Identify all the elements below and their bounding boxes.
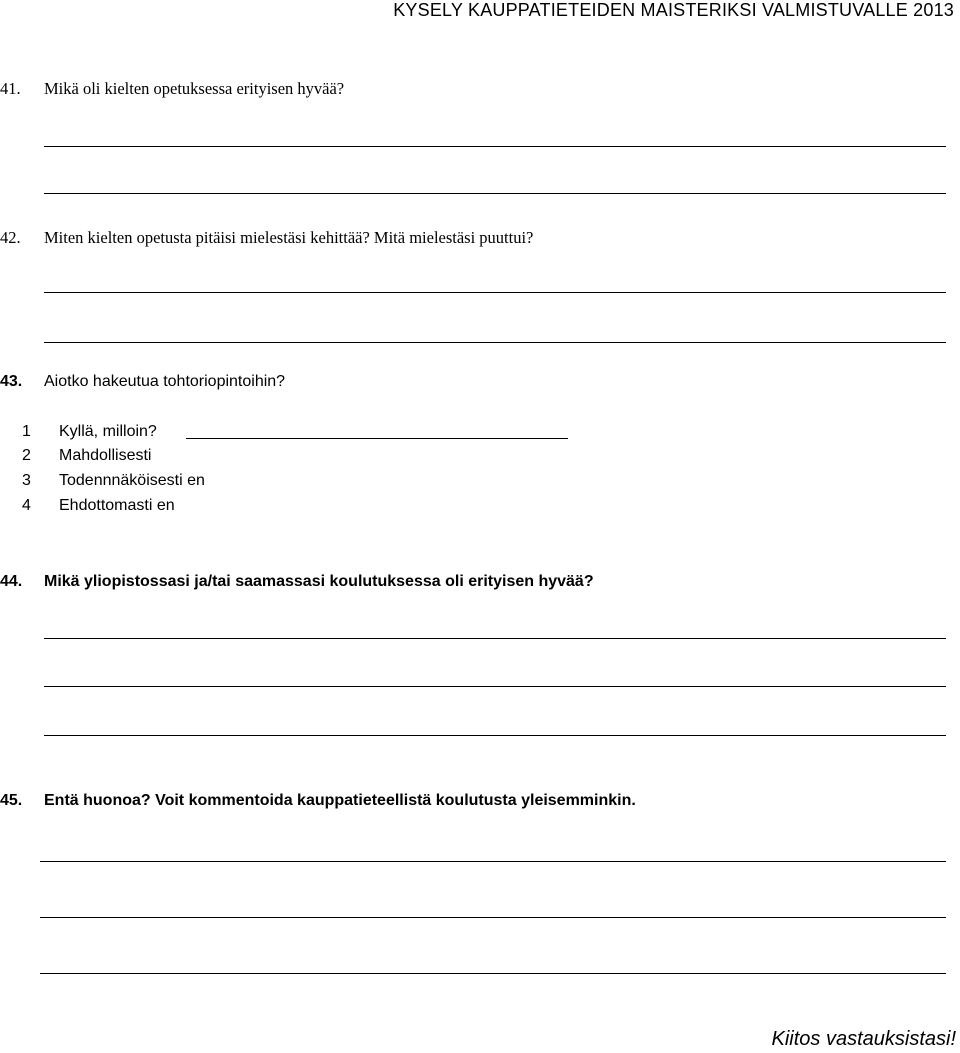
option-2-label: Mahdollisesti xyxy=(59,447,152,464)
option-4-number: 4 xyxy=(22,497,31,514)
option-4-label: Ehdottomasti en xyxy=(59,497,175,514)
option-1-number: 1 xyxy=(22,423,31,440)
question-45-number: 45. xyxy=(0,792,23,809)
answer-line-44-1[interactable] xyxy=(44,638,946,639)
question-45-text: Entä huonoa? Voit kommentoida kauppatieteellistä koulutusta yleisemminkin. xyxy=(44,792,636,809)
answer-line-44-3[interactable] xyxy=(44,735,946,736)
answer-line-44-2[interactable] xyxy=(44,686,946,687)
answer-line-42-2[interactable] xyxy=(44,342,946,343)
option-2-number: 2 xyxy=(22,447,31,464)
question-42-text: Miten kielten opetusta pitäisi mielestäsi kehittää? Mitä mielestäsi puuttui? xyxy=(44,228,534,247)
option-3-label: Todennnäköisesti en xyxy=(59,472,205,489)
question-41-number: 41. xyxy=(0,79,21,98)
question-43-number: 43. xyxy=(0,373,23,390)
option-1-label: Kyllä, milloin? xyxy=(59,423,157,440)
document-header: KYSELY KAUPPATIETEIDEN MAISTERIKSI VALMISTUVALLE 2013 xyxy=(393,0,954,20)
question-43-text: Aiotko hakeutua tohtoriopintoihin? xyxy=(44,373,286,390)
answer-line-41-2[interactable] xyxy=(44,193,946,194)
answer-line-42-1[interactable] xyxy=(44,292,946,293)
thank-you-note: Kiitos vastauksistasi! xyxy=(771,1028,956,1050)
question-44-text: Mikä yliopistossasi ja/tai saamassasi koulutuksessa oli erityisen hyvää? xyxy=(44,573,594,590)
question-41-text: Mikä oli kielten opetuksessa erityisen hyvää? xyxy=(44,79,345,98)
option-1-when-field[interactable] xyxy=(186,438,568,439)
answer-line-45-1[interactable] xyxy=(40,861,946,862)
question-42-number: 42. xyxy=(0,228,21,247)
answer-line-45-3[interactable] xyxy=(40,973,946,974)
answer-line-41-1[interactable] xyxy=(44,146,946,147)
question-44-number: 44. xyxy=(0,573,23,590)
option-3-number: 3 xyxy=(22,472,31,489)
answer-line-45-2[interactable] xyxy=(40,917,946,918)
